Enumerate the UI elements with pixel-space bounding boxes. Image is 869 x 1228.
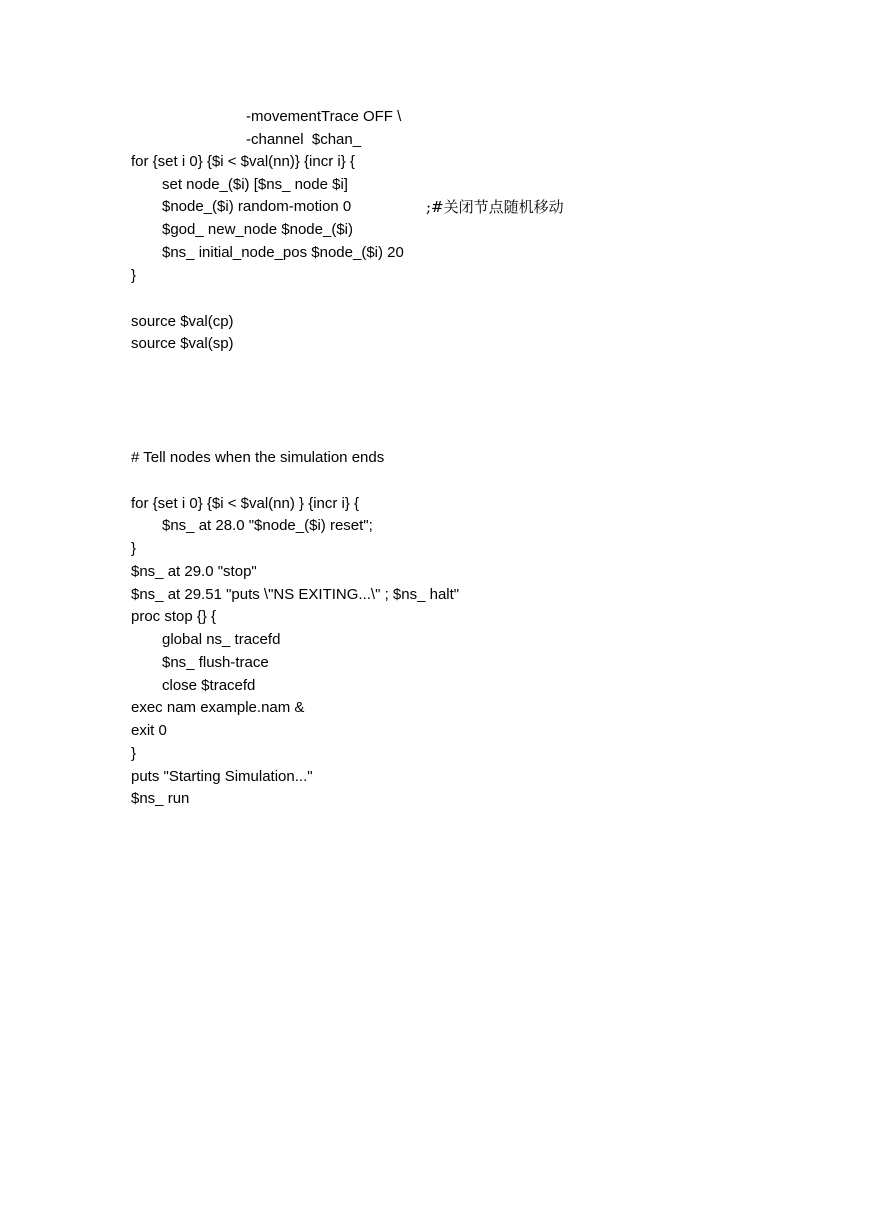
- code-line: $god_ new_node $node_($i): [162, 221, 353, 238]
- code-line: $ns_ flush-trace: [162, 654, 269, 671]
- code-line: global ns_ tracefd: [162, 631, 281, 648]
- code-line: set node_($i) [$ns_ node $i]: [162, 176, 348, 193]
- code-line: -channel $chan_: [246, 131, 362, 148]
- code-line: $ns_ at 29.0 "stop": [131, 563, 257, 580]
- code-line: close $tracefd: [162, 677, 256, 694]
- code-line: source $val(cp): [131, 313, 234, 330]
- code-line: for {set i 0} {$i < $val(nn)} {incr i} {: [131, 153, 355, 170]
- code-line: for {set i 0} {$i < $val(nn) } {incr i} {: [131, 495, 360, 512]
- code-line: $ns_ at 29.51 "puts \"NS EXITING...\" ; $ns_ halt": [131, 586, 460, 603]
- code-line: exit 0: [131, 722, 167, 739]
- code-comment-line: # Tell nodes when the simulation ends: [131, 449, 385, 466]
- code-line: puts "Starting Simulation...": [131, 768, 313, 785]
- code-line: proc stop {} {: [131, 608, 217, 625]
- code-line: }: [131, 267, 137, 284]
- code-line: $node_($i) random-motion 0: [162, 198, 352, 215]
- code-line: -movementTrace OFF \: [246, 108, 402, 125]
- code-line: $ns_ at 28.0 "$node_($i) reset";: [162, 517, 373, 534]
- code-line: $ns_ initial_node_pos $node_($i) 20: [162, 244, 404, 261]
- code-line: }: [131, 540, 137, 557]
- code-line: $ns_ run: [131, 790, 190, 807]
- code-line: source $val(sp): [131, 335, 234, 352]
- inline-comment: ;#关闭节点随机移动: [426, 198, 564, 216]
- code-line: }: [131, 745, 137, 762]
- code-line: exec nam example.nam &: [131, 699, 305, 716]
